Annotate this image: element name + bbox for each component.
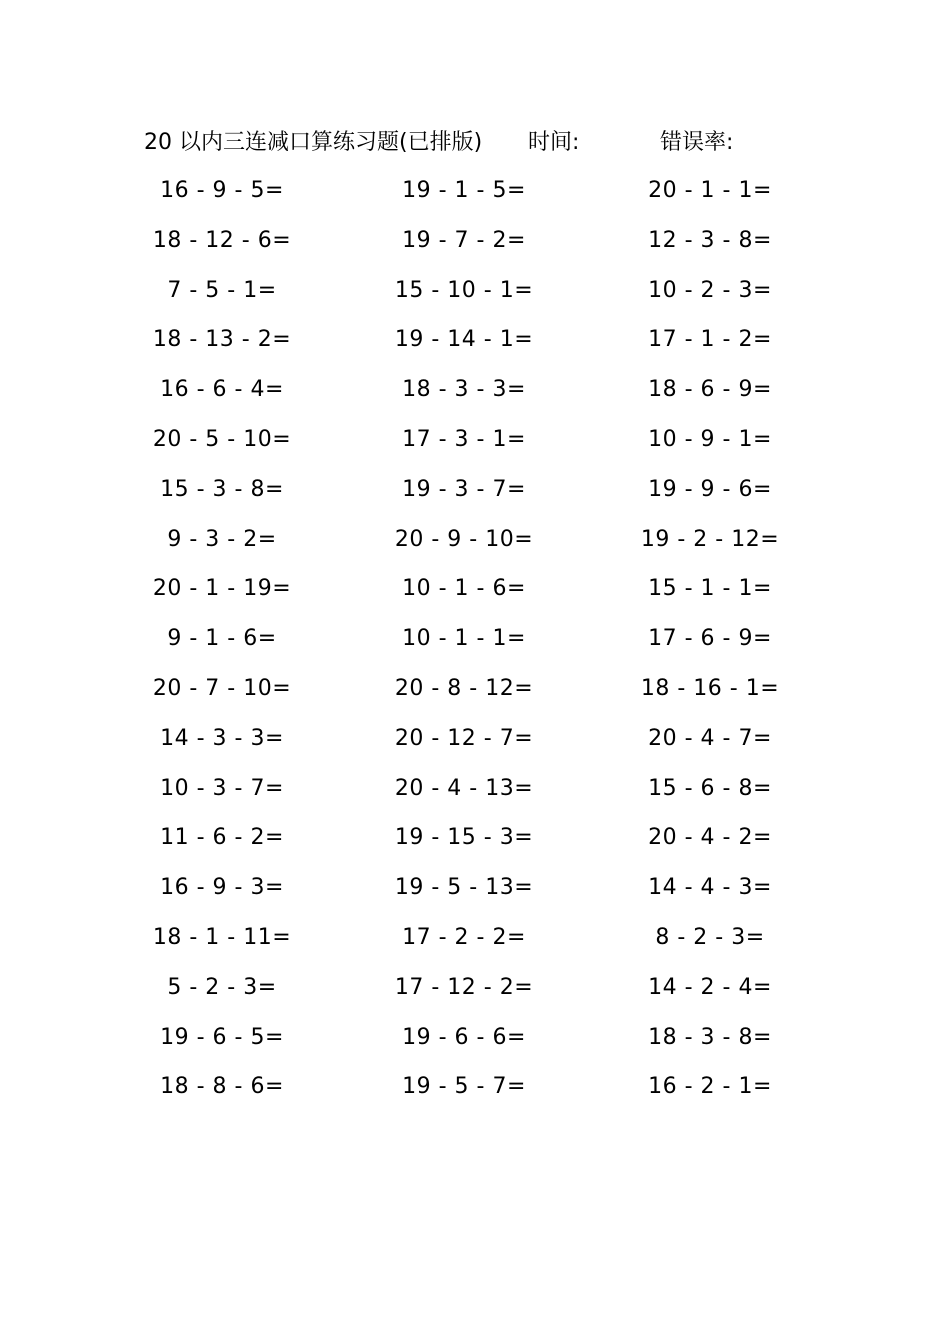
problem-item: 10 - 9 - 1= <box>648 426 772 452</box>
problem-row <box>0 921 950 971</box>
problem-item: 14 - 2 - 4= <box>648 974 772 1000</box>
problem-item: 18 - 12 - 6= <box>152 227 292 253</box>
problem-item: 17 - 12 - 2= <box>394 974 534 1000</box>
problem-item: 20 - 8 - 12= <box>394 675 534 701</box>
problem-item: 15 - 6 - 8= <box>648 775 772 801</box>
problem-item: 16 - 9 - 3= <box>160 875 284 901</box>
problem-item: 15 - 1 - 1= <box>648 576 772 602</box>
problem-row <box>0 572 950 622</box>
problem-item: 20 - 9 - 10= <box>394 526 534 552</box>
problem-item: 20 - 12 - 7= <box>394 725 534 751</box>
problem-item: 14 - 4 - 3= <box>648 875 772 901</box>
problem-item: 18 - 1 - 11= <box>152 924 292 950</box>
error-rate-label: 错误率: <box>660 130 734 155</box>
problem-item: 18 - 8 - 6= <box>160 1074 284 1100</box>
problem-row <box>0 971 950 1021</box>
problem-item: 16 - 2 - 1= <box>648 1074 772 1100</box>
problem-item: 19 - 7 - 2= <box>402 227 526 253</box>
problem-item: 7 - 5 - 1= <box>167 277 277 303</box>
problem-item: 18 - 3 - 3= <box>402 377 526 403</box>
problem-item: 15 - 3 - 8= <box>160 476 284 502</box>
problem-item: 19 - 5 - 7= <box>402 1074 526 1100</box>
problem-item: 17 - 2 - 2= <box>402 924 526 950</box>
problem-row <box>0 672 950 722</box>
problem-item: 10 - 1 - 6= <box>402 576 526 602</box>
problem-row <box>0 622 950 672</box>
problem-item: 12 - 3 - 8= <box>648 227 772 253</box>
problem-item: 9 - 3 - 2= <box>167 526 277 552</box>
problem-row <box>0 871 950 921</box>
problem-item: 18 - 6 - 9= <box>648 377 772 403</box>
problem-row <box>0 722 950 772</box>
time-label: 时间: <box>528 130 580 155</box>
problem-item: 17 - 6 - 9= <box>648 626 772 652</box>
problem-item: 20 - 4 - 2= <box>648 825 772 851</box>
problem-item: 18 - 3 - 8= <box>648 1024 772 1050</box>
problem-item: 20 - 4 - 7= <box>648 725 772 751</box>
problem-row <box>0 523 950 573</box>
problem-row <box>0 224 950 274</box>
problem-row <box>0 772 950 822</box>
problem-item: 19 - 3 - 7= <box>402 476 526 502</box>
problem-item: 19 - 15 - 3= <box>394 825 534 851</box>
problem-row <box>0 274 950 324</box>
problem-item: 9 - 1 - 6= <box>167 626 277 652</box>
problem-row <box>0 373 950 423</box>
problem-item: 17 - 3 - 1= <box>402 426 526 452</box>
problem-row <box>0 323 950 373</box>
problem-item: 20 - 1 - 19= <box>152 576 292 602</box>
problem-item: 18 - 16 - 1= <box>640 675 780 701</box>
problem-item: 16 - 6 - 4= <box>160 377 284 403</box>
problem-item: 8 - 2 - 3= <box>655 924 765 950</box>
problem-item: 15 - 10 - 1= <box>394 277 534 303</box>
worksheet-header <box>144 126 844 160</box>
problem-item: 19 - 14 - 1= <box>394 327 534 353</box>
problem-item: 17 - 1 - 2= <box>648 327 772 353</box>
problem-row <box>0 821 950 871</box>
problem-item: 5 - 2 - 3= <box>167 974 277 1000</box>
problem-item: 20 - 7 - 10= <box>152 675 292 701</box>
problem-row <box>0 1070 950 1120</box>
problem-item: 18 - 13 - 2= <box>152 327 292 353</box>
problem-row <box>0 174 950 224</box>
problem-item: 20 - 4 - 13= <box>394 775 534 801</box>
problem-item: 19 - 6 - 5= <box>160 1024 284 1050</box>
problem-item: 10 - 2 - 3= <box>648 277 772 303</box>
problem-item: 20 - 5 - 10= <box>152 426 292 452</box>
problem-item: 10 - 3 - 7= <box>160 775 284 801</box>
problem-item: 16 - 9 - 5= <box>160 178 284 203</box>
problem-item: 19 - 9 - 6= <box>648 476 772 502</box>
problem-item: 19 - 5 - 13= <box>394 875 534 901</box>
problem-item: 20 - 1 - 1= <box>648 178 772 203</box>
problem-row <box>0 1021 950 1071</box>
problem-row <box>0 473 950 523</box>
problem-item: 19 - 1 - 5= <box>402 178 526 203</box>
problem-item: 19 - 2 - 12= <box>640 526 780 552</box>
problem-item: 10 - 1 - 1= <box>402 626 526 652</box>
problem-item: 19 - 6 - 6= <box>402 1024 526 1050</box>
worksheet-title: 20 以内三连减口算练习题(已排版) <box>144 130 483 155</box>
problem-grid <box>0 174 950 1120</box>
problem-row <box>0 423 950 473</box>
problem-item: 11 - 6 - 2= <box>160 825 284 851</box>
problem-item: 14 - 3 - 3= <box>160 725 284 751</box>
